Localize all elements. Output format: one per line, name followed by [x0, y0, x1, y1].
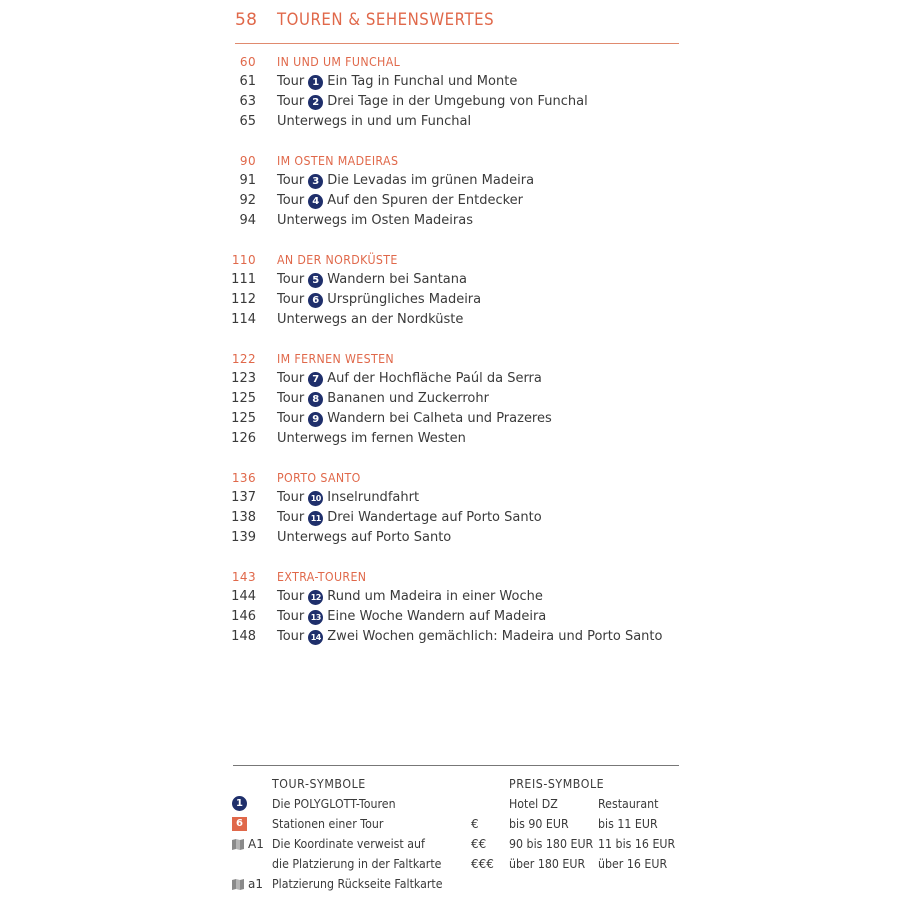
entry-title[interactable]: Rund um Madeira in einer Woche [327, 589, 543, 604]
entry-page-number[interactable]: 138 [231, 510, 256, 525]
section-title[interactable]: IM OSTEN MADEIRAS [277, 154, 399, 168]
tour-symbols-heading: TOUR-SYMBOLE [272, 777, 366, 791]
section-title[interactable]: EXTRA-TOUREN [277, 570, 367, 584]
tour-number-icon: 12 [308, 590, 323, 605]
section-title[interactable]: IM FERNEN WESTEN [277, 352, 395, 366]
coord-label: A1 [248, 837, 264, 851]
tour-badge-icon: 1 [232, 796, 247, 811]
entry-page-number[interactable]: 91 [239, 173, 256, 188]
entry-page-number[interactable]: 63 [239, 94, 256, 109]
tour-number-icon: 8 [308, 392, 323, 407]
entry-title[interactable]: Unterwegs im Osten Madeiras [277, 213, 473, 228]
price-symbol: €€€ [471, 857, 494, 871]
tour-number-icon: 7 [308, 372, 323, 387]
entry-page-number[interactable]: 126 [231, 431, 256, 446]
tour-label: Tour [277, 74, 305, 89]
entry-title[interactable]: Wandern bei Santana [327, 272, 467, 287]
tour-label: Tour [277, 510, 305, 525]
back-label: a1 [248, 877, 263, 891]
entry-page-number[interactable]: 92 [239, 193, 256, 208]
section-page-number[interactable]: 60 [239, 55, 256, 69]
entry-page-number[interactable]: 123 [231, 371, 256, 386]
entry-title[interactable]: Unterwegs auf Porto Santo [277, 530, 452, 545]
folded-map-back-icon [232, 879, 244, 890]
entry-title[interactable]: Unterwegs an der Nordküste [277, 312, 464, 327]
tour-label: Tour [277, 371, 305, 386]
entry-title[interactable]: Drei Tage in der Umgebung von Funchal [327, 94, 588, 109]
tour-number-icon: 5 [308, 273, 323, 288]
price-restaurant: über 16 EUR [598, 857, 668, 871]
price-symbol: €€ [471, 837, 487, 851]
price-col-restaurant: Restaurant [598, 797, 659, 811]
entry-title[interactable]: Wandern bei Calheta und Prazeres [327, 411, 552, 426]
price-hotel: 90 bis 180 EUR [509, 837, 594, 851]
chapter-page-number[interactable]: 58 [235, 10, 258, 30]
tour-label: Tour [277, 391, 305, 406]
tour-label: Tour [277, 609, 305, 624]
entry-title[interactable]: Ursprüngliches Madeira [327, 292, 482, 307]
entry-title[interactable]: Eine Woche Wandern auf Madeira [327, 609, 547, 624]
section-page-number[interactable]: 90 [239, 154, 256, 168]
entry-page-number[interactable]: 65 [239, 114, 256, 129]
entry-title[interactable]: Bananen und Zuckerrohr [327, 391, 489, 406]
entry-page-number[interactable]: 114 [231, 312, 256, 327]
coord-desc-line2: die Platzierung in der Faltkarte [272, 857, 442, 871]
folded-map-icon [232, 839, 244, 850]
tour-label: Tour [277, 272, 305, 287]
entry-title[interactable]: Auf der Hochfläche Paúl da Serra [327, 371, 542, 386]
entry-page-number[interactable]: 125 [231, 391, 256, 406]
price-hotel: bis 90 EUR [509, 817, 569, 831]
section-page-number[interactable]: 143 [231, 570, 256, 584]
entry-page-number[interactable]: 144 [231, 589, 256, 604]
entry-title[interactable]: Inselrundfahrt [327, 490, 420, 505]
entry-title[interactable]: Auf den Spuren der Entdecker [327, 193, 523, 208]
tour-number-icon: 1 [308, 75, 323, 90]
section-page-number[interactable]: 136 [231, 471, 256, 485]
section-title[interactable]: AN DER NORDKÜSTE [277, 253, 398, 267]
price-restaurant: 11 bis 16 EUR [598, 837, 676, 851]
price-symbol: € [471, 817, 479, 831]
entry-title[interactable]: Ein Tag in Funchal und Monte [327, 74, 518, 89]
price-hotel: über 180 EUR [509, 857, 586, 871]
entry-page-number[interactable]: 61 [239, 74, 256, 89]
back-desc: Platzierung Rückseite Faltkarte [272, 877, 443, 891]
tour-number-icon: 9 [308, 412, 323, 427]
entry-page-number[interactable]: 139 [231, 530, 256, 545]
tour-number-icon: 2 [308, 95, 323, 110]
tour-number-icon: 11 [308, 511, 323, 526]
entry-page-number[interactable]: 148 [231, 629, 256, 644]
tour-number-icon: 4 [308, 194, 323, 209]
coord-desc-line1: Die Koordinate verweist auf [272, 837, 425, 851]
entry-title[interactable]: Zwei Wochen gemächlich: Madeira und Porto Santo [327, 629, 663, 644]
tour-number-icon: 6 [308, 293, 323, 308]
section-page-number[interactable]: 122 [231, 352, 256, 366]
entry-page-number[interactable]: 112 [231, 292, 256, 307]
section-page-number[interactable]: 110 [231, 253, 256, 267]
chapter-title[interactable]: TOUREN & SEHENSWERTES [277, 10, 495, 30]
entry-title[interactable]: Drei Wandertage auf Porto Santo [327, 510, 542, 525]
price-symbols-heading: PREIS-SYMBOLE [509, 777, 605, 791]
entry-title[interactable]: Die Levadas im grünen Madeira [327, 173, 535, 188]
tour-label: Tour [277, 94, 305, 109]
tour-number-icon: 3 [308, 174, 323, 189]
tour-label: Tour [277, 411, 305, 426]
station-badge-desc: Stationen einer Tour [272, 817, 384, 831]
entry-page-number[interactable]: 146 [231, 609, 256, 624]
section-title[interactable]: IN UND UM FUNCHAL [277, 55, 401, 69]
tour-label: Tour [277, 589, 305, 604]
entry-page-number[interactable]: 94 [239, 213, 256, 228]
tour-number-icon: 10 [308, 491, 323, 506]
tour-label: Tour [277, 173, 305, 188]
tour-label: Tour [277, 292, 305, 307]
tour-label: Tour [277, 629, 305, 644]
tour-number-icon: 14 [308, 630, 323, 645]
entry-title[interactable]: Unterwegs in und um Funchal [277, 114, 472, 129]
price-restaurant: bis 11 EUR [598, 817, 658, 831]
price-col-hotel: Hotel DZ [509, 797, 558, 811]
entry-page-number[interactable]: 111 [231, 272, 256, 287]
section-title[interactable]: PORTO SANTO [277, 471, 361, 485]
tour-number-icon: 13 [308, 610, 323, 625]
entry-title[interactable]: Unterwegs im fernen Westen [277, 431, 466, 446]
tour-label: Tour [277, 490, 305, 505]
tour-badge-desc: Die POLYGLOTT-Touren [272, 797, 396, 811]
entry-page-number[interactable]: 137 [231, 490, 256, 505]
entry-page-number[interactable]: 125 [231, 411, 256, 426]
station-badge-icon: 6 [232, 817, 247, 831]
tour-label: Tour [277, 193, 305, 208]
